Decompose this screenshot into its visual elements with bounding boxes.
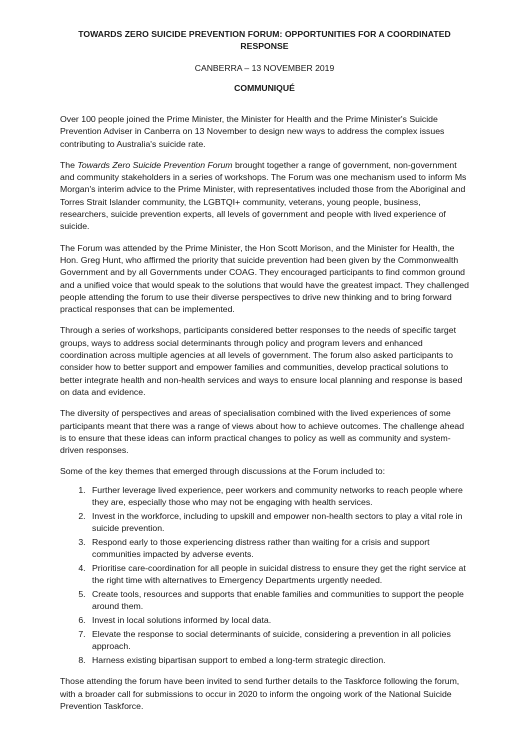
list-item: 2. Invest in the workforce, including to upskill and empower non-health sectors to play a vital role in suicide prevention. (88, 510, 469, 535)
forum-description-lead: The (60, 159, 78, 170)
list-item: 1. Further leverage lived experience, peer workers and community networks to reach people where they are, especially those who may not be engaging with health services. (88, 484, 469, 509)
workshops-paragraph: Through a series of workshops, participants considered better responses to the needs of specific target groups, ways to address social determinants through policy and program levers and enhanced coordination across multiple agencies at all levels of government. The forum also asked participants to consider how to better support and empower families and communities, develop practical solutions to better integrate health and non-health services and ways to ensure local planning and response is based on data and evidence. (60, 325, 463, 397)
forum-description-paragraph (60, 159, 469, 233)
list-item: 4. Prioritise care-coordination for all people in suicidal distress to ensure they get the right service at the right time with alternatives to Emergency Departments urgently needed. (88, 562, 469, 587)
list-item: 5. Create tools, resources and supports that enable families and communities to support the people around them. (88, 588, 469, 613)
closing-paragraph: Those attending the forum have been invited to send further details to the Taskforce following the forum, with a broader call for submissions to occur in 2020 to inform the ongoing work of the National Suicide Prevention Taskforce. (60, 676, 460, 711)
forum-name: Towards Zero Suicide Prevention Forum (77, 159, 233, 170)
themes-intro: Some of the key themes that emerged through discussions at the Forum included to: (60, 466, 385, 477)
diversity-paragraph: The diversity of perspectives and areas of specialisation combined with the lived experiences of some participants meant that there was a range of views about how to achieve outcomes. The challenge ahead is to ensure that these ideas can inform practical changes to policy as well as community and system-driven responses. (60, 408, 465, 456)
document-title: TOWARDS ZERO SUICIDE PREVENTION FORUM: OPPORTUNITIES FOR A COORDINATED RESPONSE (78, 29, 451, 51)
list-item: 6. Invest in local solutions informed by local data. (88, 614, 469, 626)
forum-description-rest: brought together a range of government, non-government and community stakeholders in a series of workshops. The Forum was one mechanism used to inform Ms Morgan's interim advice to the Prime Minister, with representatives included those from the Aboriginal and Torres Strait Islander community, the LGBTQI+ community, veterans, young people, business, researchers, suicide prevention experts, all levels of government and people with lived experience of suicide. (60, 159, 467, 232)
list-item: 7. Elevate the response to social determinants of suicide, considering a prevention in all policies approach. (88, 628, 469, 653)
attendance-paragraph: The Forum was attended by the Prime Minister, the Hon Scott Morison, and the Minister for Health, the Hon. Greg Hunt, who affirmed the priority that suicide prevention had been given by the Commonwealth Government and by all Governments under COAG. They encouraged participants to find common ground and a unified voice that would speak to the solutions that would have the greatest impact. They challenged people attending the forum to use their diverse perspectives to drive new thinking and to bring forward practical responses that can be implemented. (60, 242, 469, 315)
list-item: 8. Harness existing bipartisan support to embed a long-term strategic direction. (88, 654, 469, 666)
intro-paragraph: Over 100 people joined the Prime Minister, the Minister for Health and the Prime Minister's Suicide Prevention Adviser in Canberra on 13 November to design new ways to address the complex issues contributing to Australia's suicide rate. (60, 114, 445, 149)
document-type-heading: COMMUNIQUÉ (234, 83, 295, 93)
location-date: CANBERRA – 13 NOVEMBER 2019 (194, 63, 335, 73)
list-item: 3. Respond early to those experiencing distress rather than waiting for a crisis and support communities impacted by adverse events. (88, 536, 469, 561)
themes-list (60, 484, 469, 667)
